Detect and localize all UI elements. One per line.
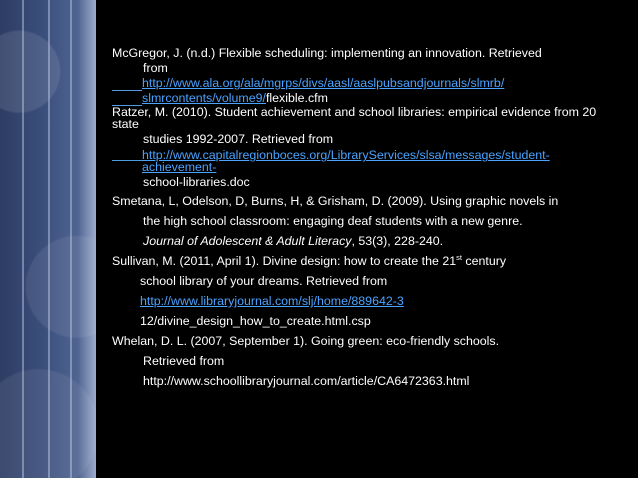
reference-text: school library of your dreams. Retrieved from [140,273,388,288]
sidebar-gloss [78,0,96,478]
reference-text: 12/divine_design_how_to_create.html.csp [140,314,371,329]
reference-text: flexible.cfm [265,91,328,106]
sidebar-stripe [22,0,24,478]
reference-text: , 53(3), 228-240. [351,233,444,248]
decorative-sidebar [0,0,96,478]
reference-text: Sullivan, M. (2011, April 1). Divine design: how to create the 21 [112,253,457,268]
reference-text: the high school classroom: engaging deaf students with a new genre. [143,213,523,228]
reference-url-link[interactable]: http://www.ala.org/ala/mgrps/divs/aasl/aaslpubsandjournals/slmrb/ [142,76,505,91]
reference-text: Ratzer, M. (2010). Student achievement and school libraries: empirical evidence from 20 state [112,105,597,132]
link-underline [112,148,142,161]
reference-url-link[interactable]: slmrcontents/volume9/ [142,91,266,106]
reference-text: from [143,61,168,76]
reference-text: Smetana, L, Odelson, D, Burns, H, & Grisham, D. (2009). Using graphic novels in [112,193,559,208]
reference-text: McGregor, J. (n.d.) Flexible scheduling: implementing an innovation. Retrieved [112,46,542,60]
sidebar-stripe [70,0,72,478]
reference-sullivan [112,254,606,329]
reference-text: school-libraries.doc [143,175,250,190]
reference-text: http://www.schoollibraryjournal.com/article/CA6472363.html [143,374,470,389]
reference-smetana [112,194,606,249]
journal-title: Journal of Adolescent & Adult Literacy [143,233,352,248]
reference-url-link[interactable]: http://www.libraryjournal.com/slj/home/889642-3 [140,294,404,309]
reference-text: Retrieved from [143,354,225,369]
reference-whelan [112,334,606,389]
reference-list [112,46,606,390]
sidebar-stripe [48,0,50,478]
link-underline [112,78,142,91]
reference-mcgregor [112,46,606,106]
reference-text: studies 1992-2007. Retrieved from [143,132,334,147]
reference-text: century [461,253,507,268]
reference-url-link[interactable]: http://www.capitalregionboces.org/LibraryServices/slsa/messages/student-achievement- [142,148,550,175]
superscript: st [456,252,462,262]
reference-text: Whelan, D. L. (2007, September 1). Going green: eco-friendly schools. [112,334,500,349]
reference-ratzer [112,106,606,190]
